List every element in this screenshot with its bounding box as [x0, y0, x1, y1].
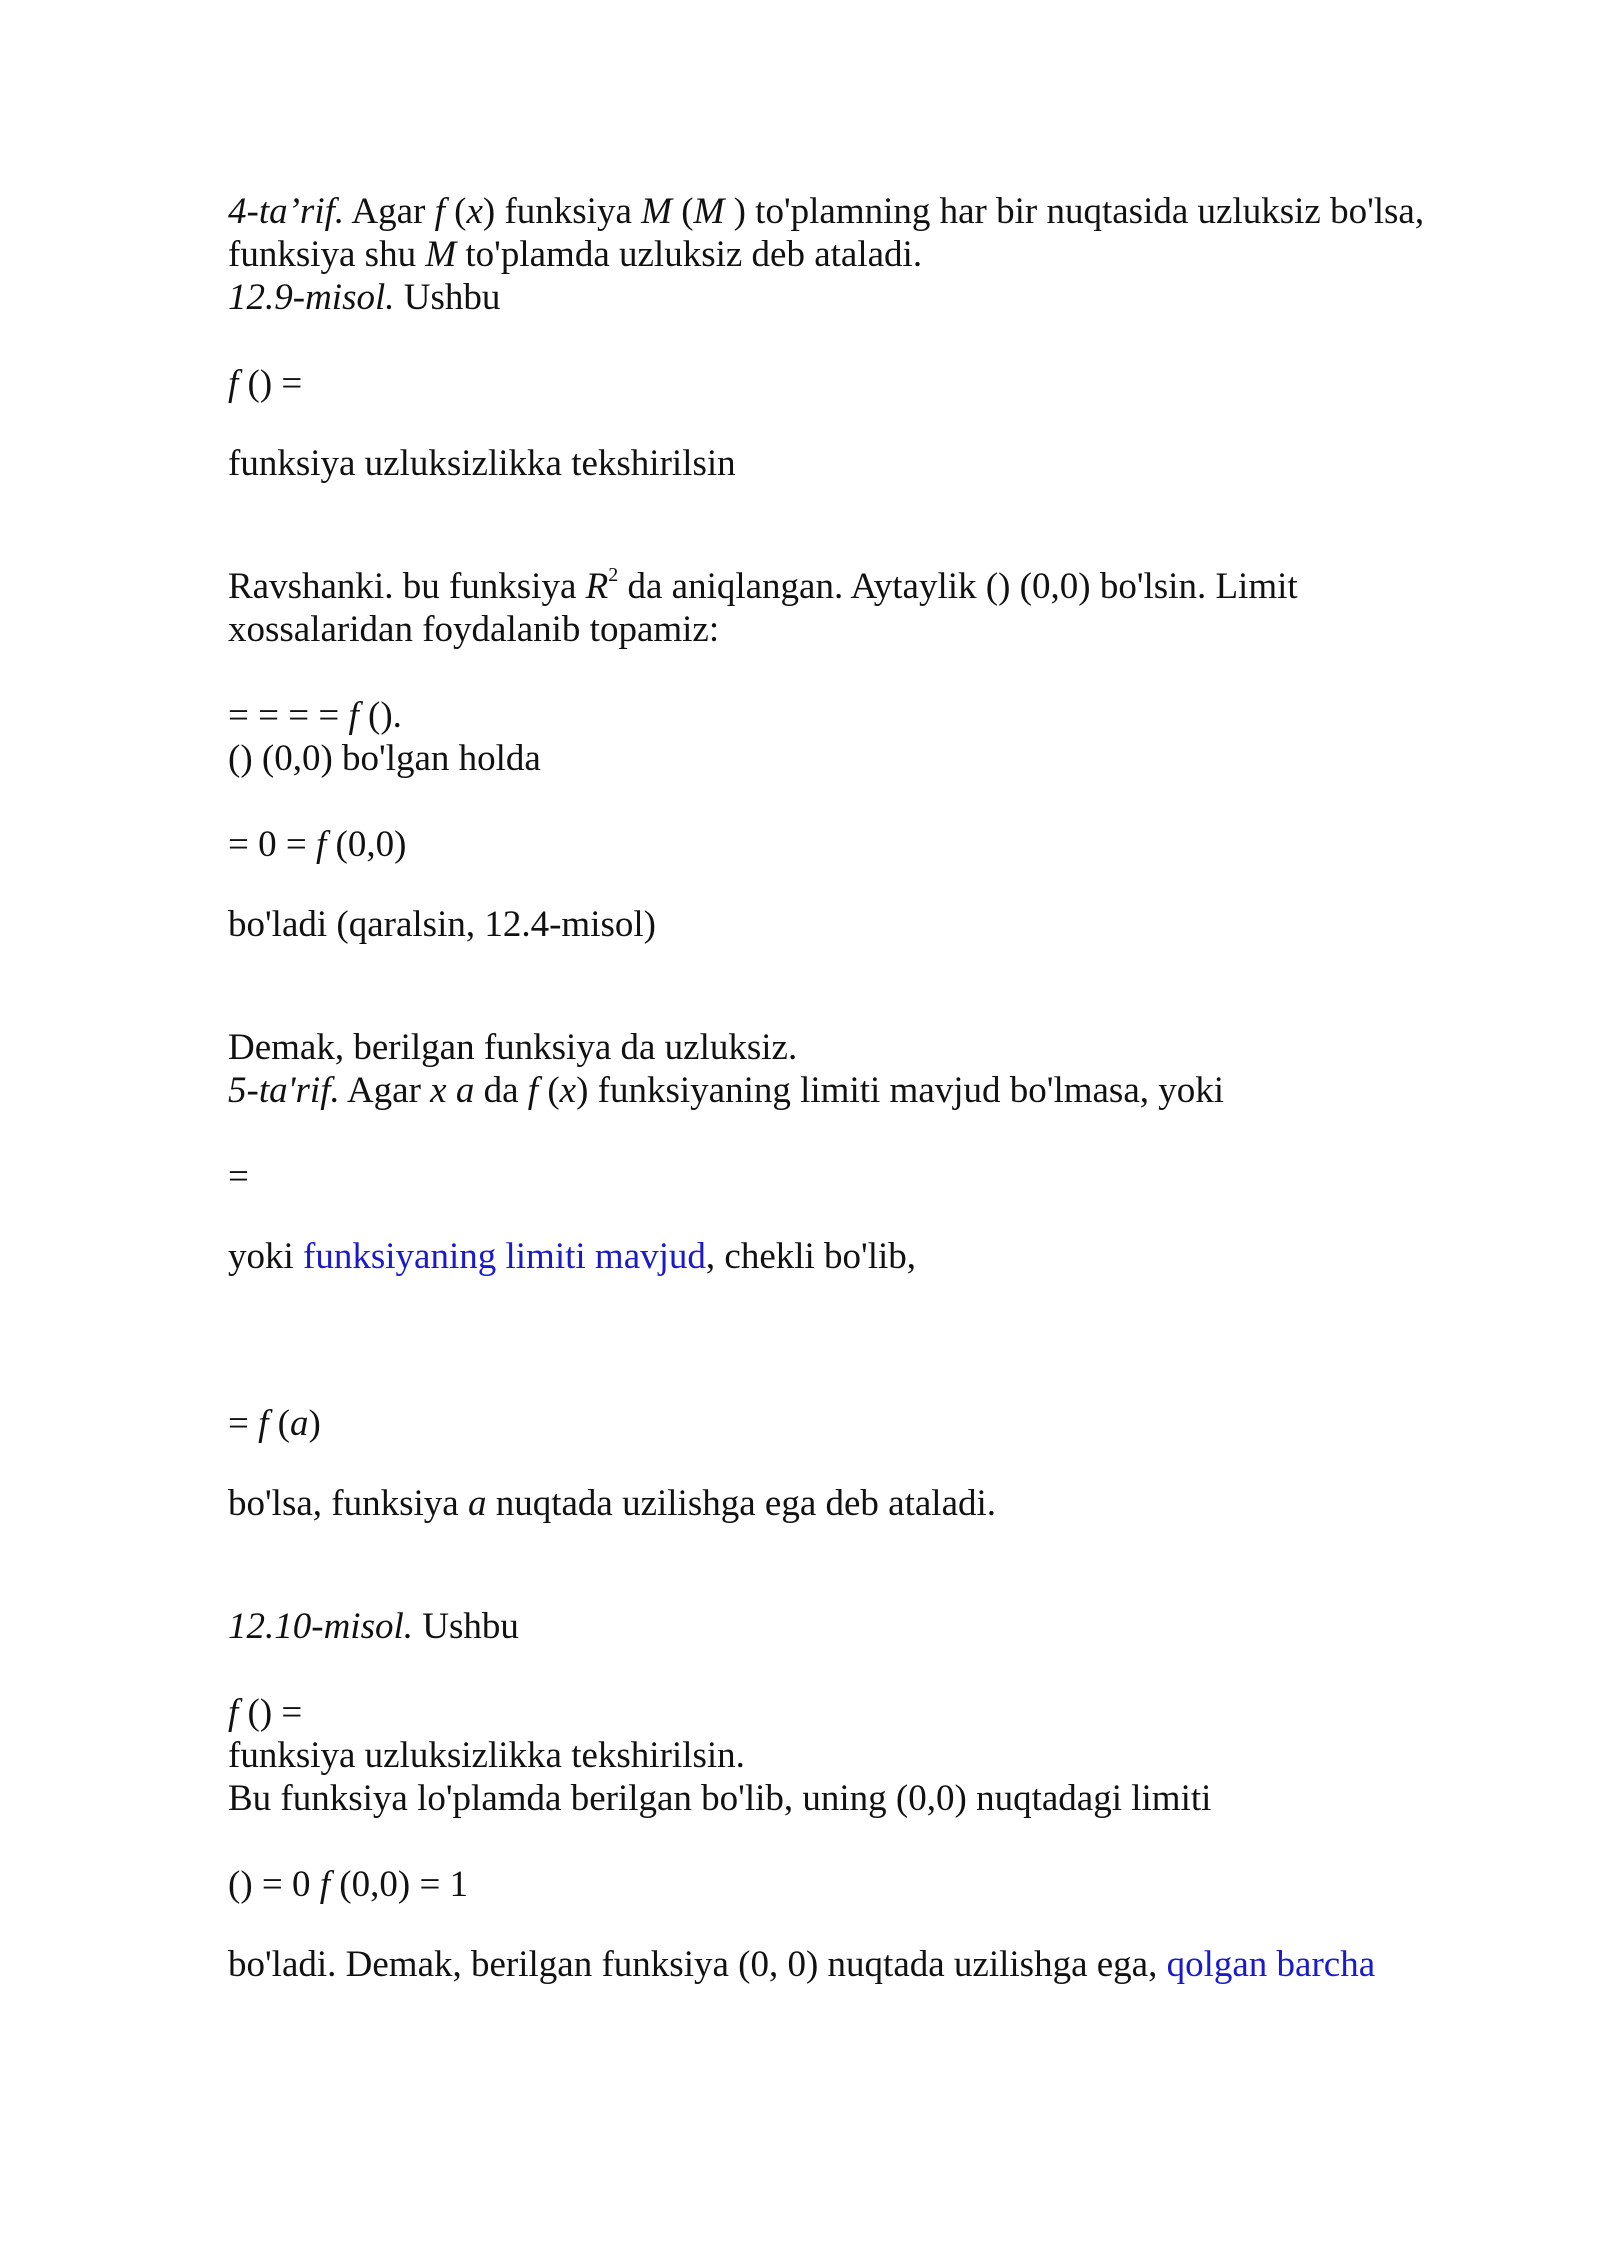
holda-line: () (0,0) bo'lgan holda: [228, 738, 541, 779]
boladi-line: bo'ladi (qaralsin, 12.4-misol): [228, 904, 656, 945]
example-12-10-formula: f () =: [228, 1692, 303, 1733]
definition-5-label: 5-ta'rif.: [228, 1070, 340, 1111]
equation-3: = f (a): [228, 1403, 321, 1444]
example-12-9-heading: 12.9-misol. Ushbu: [228, 277, 501, 318]
equals-line: =: [228, 1156, 249, 1197]
example-12-9-task: funksiya uzluksizlikka tekshirilsin: [228, 443, 736, 484]
definition-4-label: 4-ta’rif.: [228, 191, 345, 232]
equation-2: = 0 = f (0,0): [228, 824, 407, 865]
definition-4-line-1: 4-ta’rif. Agar f (x) funksiya M (M ) to'plamning har bir nuqtasida uzluksiz bo'lsa,: [228, 191, 1425, 232]
example-12-10-label: 12.10-misol.: [228, 1606, 413, 1647]
example-12-10-heading: 12.10-misol. Ushbu: [228, 1606, 519, 1647]
funksiyaning-limiti-link[interactable]: funksiyaning limiti mavjud: [303, 1236, 706, 1277]
ravshanki-line-2: xossalaridan foydalanib topamiz:: [228, 609, 720, 650]
equation-1: = = = = f ().: [228, 695, 402, 736]
document-page: [228, 190, 1468, 1986]
example-12-10-task: funksiya uzluksizlikka tekshirilsin.: [228, 1735, 745, 1776]
definition-5-line: 5-ta'rif. Agar x a da f (x) funksiyaning limiti mavjud bo'lmasa, yoki: [228, 1070, 1225, 1111]
example-12-9-formula: f () =: [228, 363, 303, 404]
yoki-line: yoki funksiyaning limiti mavjud, chekli bo'lib,: [228, 1236, 917, 1277]
ravshanki-line-1: Ravshanki. bu funksiya $R^2$ da aniqlangan. Aytaylik () (0,0) bo'lsin. Limit: [228, 564, 1298, 607]
definition-4-line-2: funksiya shu M to'plamda uzluksiz deb ataladi.: [228, 234, 923, 275]
qolgan-barcha-link[interactable]: qolgan barcha: [1166, 1944, 1376, 1985]
final-line: bo'ladi. Demak, berilgan funksiya (0, 0) nuqtada uzilishga ega, qolgan barcha: [228, 1944, 1376, 1985]
example-12-9-label: 12.9-misol.: [228, 277, 395, 318]
example-12-10-description: Bu funksiya lo'plamda berilgan bo'lib, uning (0,0) nuqtadagi limiti: [228, 1778, 1212, 1819]
equation-4: () = 0 f (0,0) = 1: [228, 1864, 469, 1905]
bolsa-line: bo'lsa, funksiya a nuqtada uzilishga ega deb ataladi.: [228, 1483, 997, 1524]
demak-line: Demak, berilgan funksiya da uzluksiz.: [228, 1027, 798, 1068]
